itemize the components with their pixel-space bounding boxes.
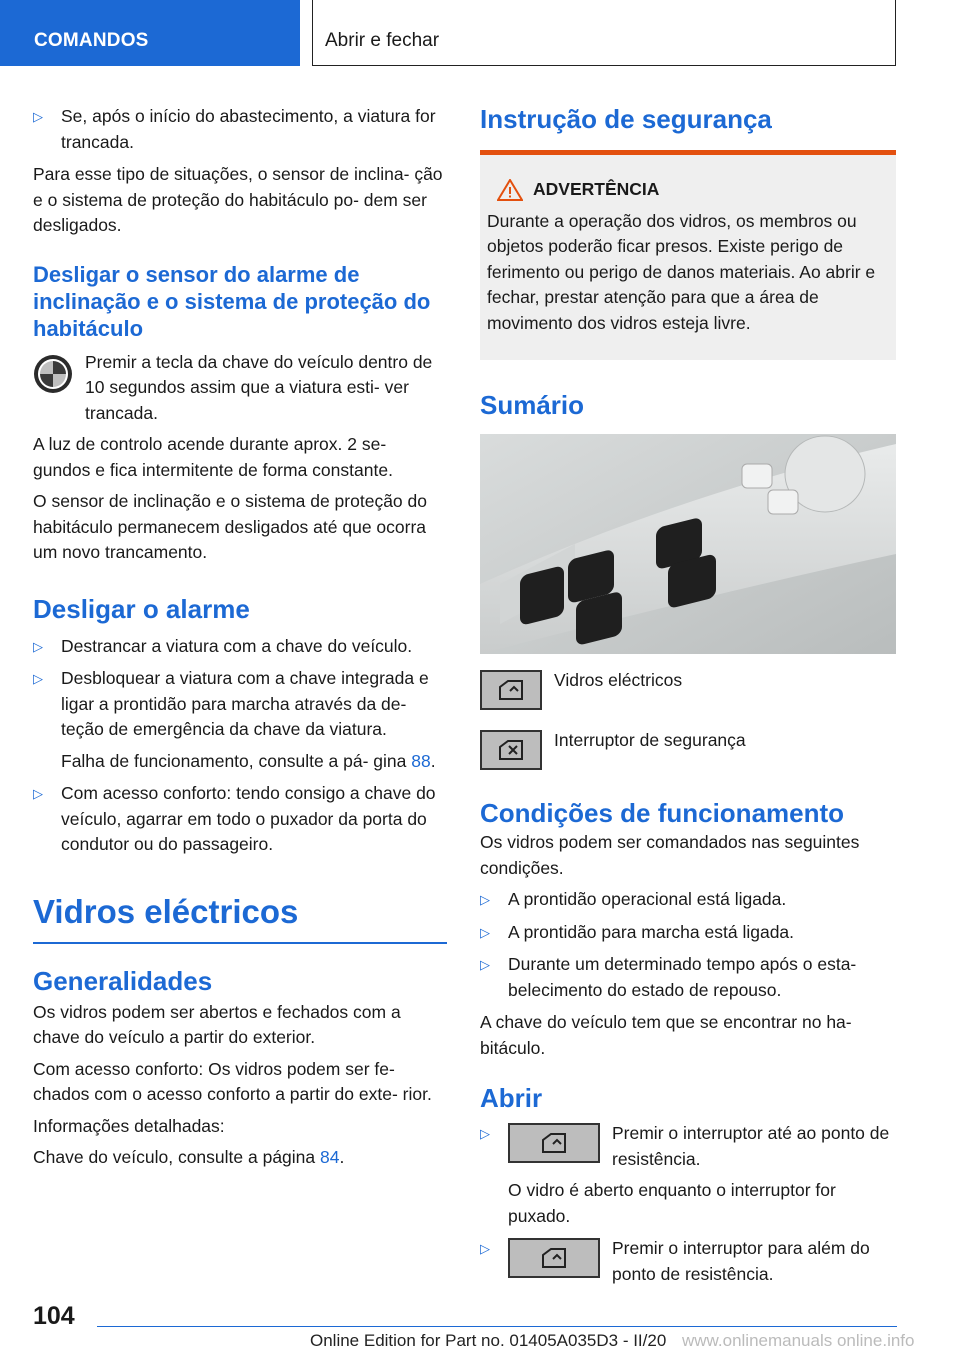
- paragraph: Para esse tipo de situações, o sensor de inclina‐ ção e o sistema de proteção do habitáculo po‐ dem ser desligados.: [33, 164, 443, 235]
- power-window-switch-icon: [508, 1123, 600, 1163]
- bmw-key-logo-icon: [33, 354, 73, 394]
- heading-summary: Sumário: [480, 390, 585, 420]
- paragraph: A luz de controlo acende durante aprox. 2 se‐ gundos e fica intermitente de forma constante.: [33, 434, 393, 480]
- list-item: [480, 920, 896, 946]
- heading-conditions: Condições de funcionamento: [480, 798, 845, 828]
- list-item-text: Se, após o início do abastecimento, a viatura for trancada.: [61, 106, 436, 152]
- paragraph: Os vidros podem ser comandados nas seguintes condições.: [480, 832, 860, 878]
- bullet-triangle-icon: ▷: [33, 671, 43, 686]
- warning-triangle-icon: [497, 179, 523, 201]
- summary-label: Interruptor de segurança: [554, 730, 746, 750]
- list-item-text: Com acesso conforto: tendo consigo a chave do veículo, agarrar em todo o puxador da porta do condutor ou do passageiro.: [61, 783, 436, 854]
- heading-open: Abrir: [480, 1083, 543, 1113]
- bullet-triangle-icon: ▷: [33, 109, 43, 124]
- window-switches-photo: [480, 434, 896, 654]
- list-item-text: Premir o interruptor para além do ponto de resistência.: [612, 1238, 870, 1284]
- section-title: COMANDOS: [34, 30, 149, 51]
- safety-switch-icon: [480, 730, 542, 770]
- list-item-text: Premir o interruptor até ao ponto de resistência.: [612, 1123, 890, 1169]
- warning-box: [480, 150, 896, 360]
- watermark: www.onlinemanuals online.info: [682, 1331, 915, 1350]
- bullet-triangle-icon: ▷: [480, 1126, 490, 1141]
- bullet-triangle-icon: ▷: [480, 892, 490, 907]
- bullet-triangle-icon: ▷: [480, 1241, 490, 1256]
- list-item-text: Destrancar a viatura com a chave do veículo.: [61, 635, 413, 656]
- list-item: [33, 104, 447, 155]
- chapter-title: Abrir e fechar: [325, 30, 440, 51]
- page-number: 104: [33, 1302, 75, 1330]
- list-item: [480, 952, 896, 1003]
- paragraph: A chave do veículo tem que se encontrar no ha‐ bitáculo.: [480, 1012, 852, 1058]
- footer-divider: [97, 1326, 897, 1327]
- list-item-text: Desbloquear a viatura com a chave integrada e ligar a prontidão para marcha através da de‐ teção de emergência da chave da viatura.: [61, 668, 429, 739]
- bullet-triangle-icon: ▷: [33, 638, 43, 654]
- power-window-switch-icon: [480, 670, 542, 710]
- bullet-triangle-icon: ▷: [480, 924, 490, 940]
- heading-power-windows: Vidros eléctricos: [33, 892, 447, 944]
- bullet-triangle-icon: ▷: [33, 786, 43, 801]
- heading-safety: Instrução de segurança: [480, 104, 772, 134]
- edition-text: Online Edition for Part no. 01405A035D3 - II/20: [310, 1331, 667, 1350]
- list-item: [480, 1121, 896, 1229]
- summary-row-safety-switch: [480, 728, 896, 788]
- summary-label: Vidros eléctricos: [554, 670, 683, 690]
- paragraph: Premir a tecla da chave do veículo dentro de 10 segundos assim que a viatura esti‐ ver trancada.: [85, 351, 433, 423]
- chapter-header: [312, 0, 896, 66]
- paragraph: Chave do veículo, consulte a página 84.: [33, 1147, 345, 1167]
- paragraph: O sensor de inclinação e o sistema de proteção do habitáculo permanecem desligados até que ocorra um novo trancamento.: [33, 491, 427, 562]
- list-item-text: Durante um determinado tempo após o esta‐ belecimento do estado de repouso.: [508, 954, 857, 1000]
- list-item: [480, 1236, 896, 1287]
- paragraph: Com acesso conforto: Os vidros podem ser fe‐ chados com o acesso conforto a partir do exte‐ rior.: [33, 1058, 432, 1104]
- list-item: [33, 666, 447, 774]
- heading-general: Generalidades: [33, 965, 213, 996]
- paragraph: Os vidros podem ser abertos e fechados com a chave do veículo a partir do exterior.: [33, 1001, 401, 1047]
- heading-disable-sensor: Desligar o sensor do alarme de inclinação e o sistema de proteção do habitáculo: [33, 261, 431, 341]
- left-column: [33, 104, 447, 1177]
- list-item: [480, 887, 896, 913]
- list-item-text: A prontidão para marcha está ligada.: [508, 921, 795, 942]
- paragraph: Informações detalhadas:: [33, 1115, 225, 1136]
- list-item: [33, 634, 447, 660]
- power-window-switch-icon: [508, 1238, 600, 1278]
- warning-text: Durante a operação dos vidros, os membros ou objetos poderão ficar presos. Existe perigo de ferimento ou perigo de danos materiais. Ao abrir e fechar, prestar atenção para que a área de movimento dos vidros esteja livre.: [487, 210, 876, 333]
- page-link-84[interactable]: 84: [320, 1147, 340, 1167]
- summary-row-power-windows: [480, 668, 896, 728]
- list-item-text: A prontidão operacional está ligada.: [508, 889, 787, 909]
- section-tab: [0, 0, 300, 66]
- page-link-88[interactable]: 88: [411, 750, 431, 771]
- key-button-instruction: [33, 350, 447, 427]
- list-item-subtext: O vidro é aberto enquanto o interruptor for puxado.: [508, 1180, 836, 1226]
- warning-title: ADVERTÊNCIA: [487, 177, 888, 203]
- list-item-subtext: Falha de funcionamento, consulte a pá‐ gina 88.: [61, 750, 436, 771]
- heading-disable-alarm: Desligar o alarme: [33, 593, 250, 624]
- right-column: [480, 104, 896, 1294]
- bullet-triangle-icon: ▷: [480, 957, 490, 972]
- list-item: [33, 781, 447, 858]
